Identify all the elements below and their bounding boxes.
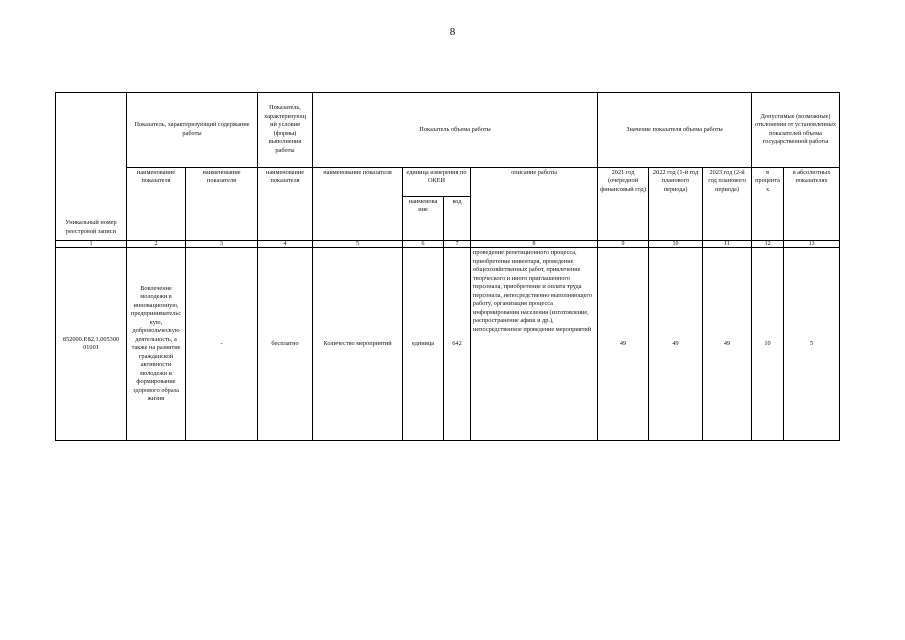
header-registry-number: Уникальный номер реестровой записи	[56, 93, 127, 241]
header-deviations: Допустимые (возможные) отклонения от установленных показателей объема государственной работы	[752, 93, 840, 168]
cell-condition: бесплатно	[258, 248, 313, 441]
header-indicator-name-2: наименование показателя	[186, 167, 258, 241]
column-number: 8	[471, 241, 598, 248]
header-year-2021: 2021 год (очередной финансовый год)	[598, 167, 649, 241]
column-number: 13	[784, 241, 840, 248]
header-indicator-name-3: наименование показателя	[258, 167, 313, 241]
cell-deviation-absolute: 5	[784, 248, 840, 441]
cell-content-2: -	[186, 248, 258, 441]
header-in-percent: в процентах	[752, 167, 784, 241]
cell-work-description: проведение репетиционного процесса, приобретение инвентаря, проведение общехозяйственных работ, привлечение творческого и иного приглашенного персонала, приобретение и оплата труда персонала, непосредственно выполняющего работу, организация процесса информирования населения (изготовление, распространение афиш и др.), непосредственное проведение мероприятий	[471, 248, 598, 441]
column-number-row	[56, 241, 840, 248]
column-number: 9	[598, 241, 649, 248]
column-number: 10	[649, 241, 703, 248]
column-number: 7	[444, 241, 471, 248]
work-volume-table	[55, 92, 840, 441]
column-number: 2	[127, 241, 186, 248]
header-unit-code: код	[444, 196, 471, 240]
cell-value-2021: 49	[598, 248, 649, 441]
header-volume-value: Значение показателя объема работы	[598, 93, 752, 168]
header-unit-okei: единица измерения по ОКЕИ	[403, 167, 471, 196]
header-in-absolute: в абсолютных показателях	[784, 167, 840, 241]
header-indicator-name-volume: наименование показателя	[313, 167, 403, 241]
header-content-indicator: Показатель, характеризующий содержание работы	[127, 93, 258, 168]
column-number: 11	[703, 241, 752, 248]
table-row	[56, 248, 840, 441]
header-unit-name: наименова ние	[403, 196, 444, 240]
cell-value-2023: 49	[703, 248, 752, 441]
column-number: 6	[403, 241, 444, 248]
cell-unit-code: 642	[444, 248, 471, 441]
column-number: 1	[56, 241, 127, 248]
column-number: 4	[258, 241, 313, 248]
column-number: 12	[752, 241, 784, 248]
cell-registry-number: 852000.Р.82.1.005300 01001	[56, 248, 127, 441]
cell-content-1: Вовлечение молодежи в инновационную, предпринимательс кую, добровольческую деятельность, а также на развитие гражданской активности молодежи и формирование здорового образа жизни	[127, 248, 186, 441]
header-conditions-indicator: Показатель, характеризующ ий условия (формы) выполнения работы	[258, 93, 313, 168]
cell-deviation-percent: 10	[752, 248, 784, 441]
column-number: 5	[313, 241, 403, 248]
header-work-description: описание работы	[471, 167, 598, 241]
page-number: 8	[449, 26, 456, 38]
cell-volume-name: Количество мероприятий	[313, 248, 403, 441]
header-volume-indicator: Показатель объема работы	[313, 93, 598, 168]
header-indicator-name-1: наименование показателя	[127, 167, 186, 241]
header-year-2022: 2022 год (1-й год планового периода)	[649, 167, 703, 241]
cell-value-2022: 49	[649, 248, 703, 441]
cell-unit-name: единица	[403, 248, 444, 441]
column-number: 3	[186, 241, 258, 248]
header-year-2023: 2023 год (2-й год планового периода)	[703, 167, 752, 241]
